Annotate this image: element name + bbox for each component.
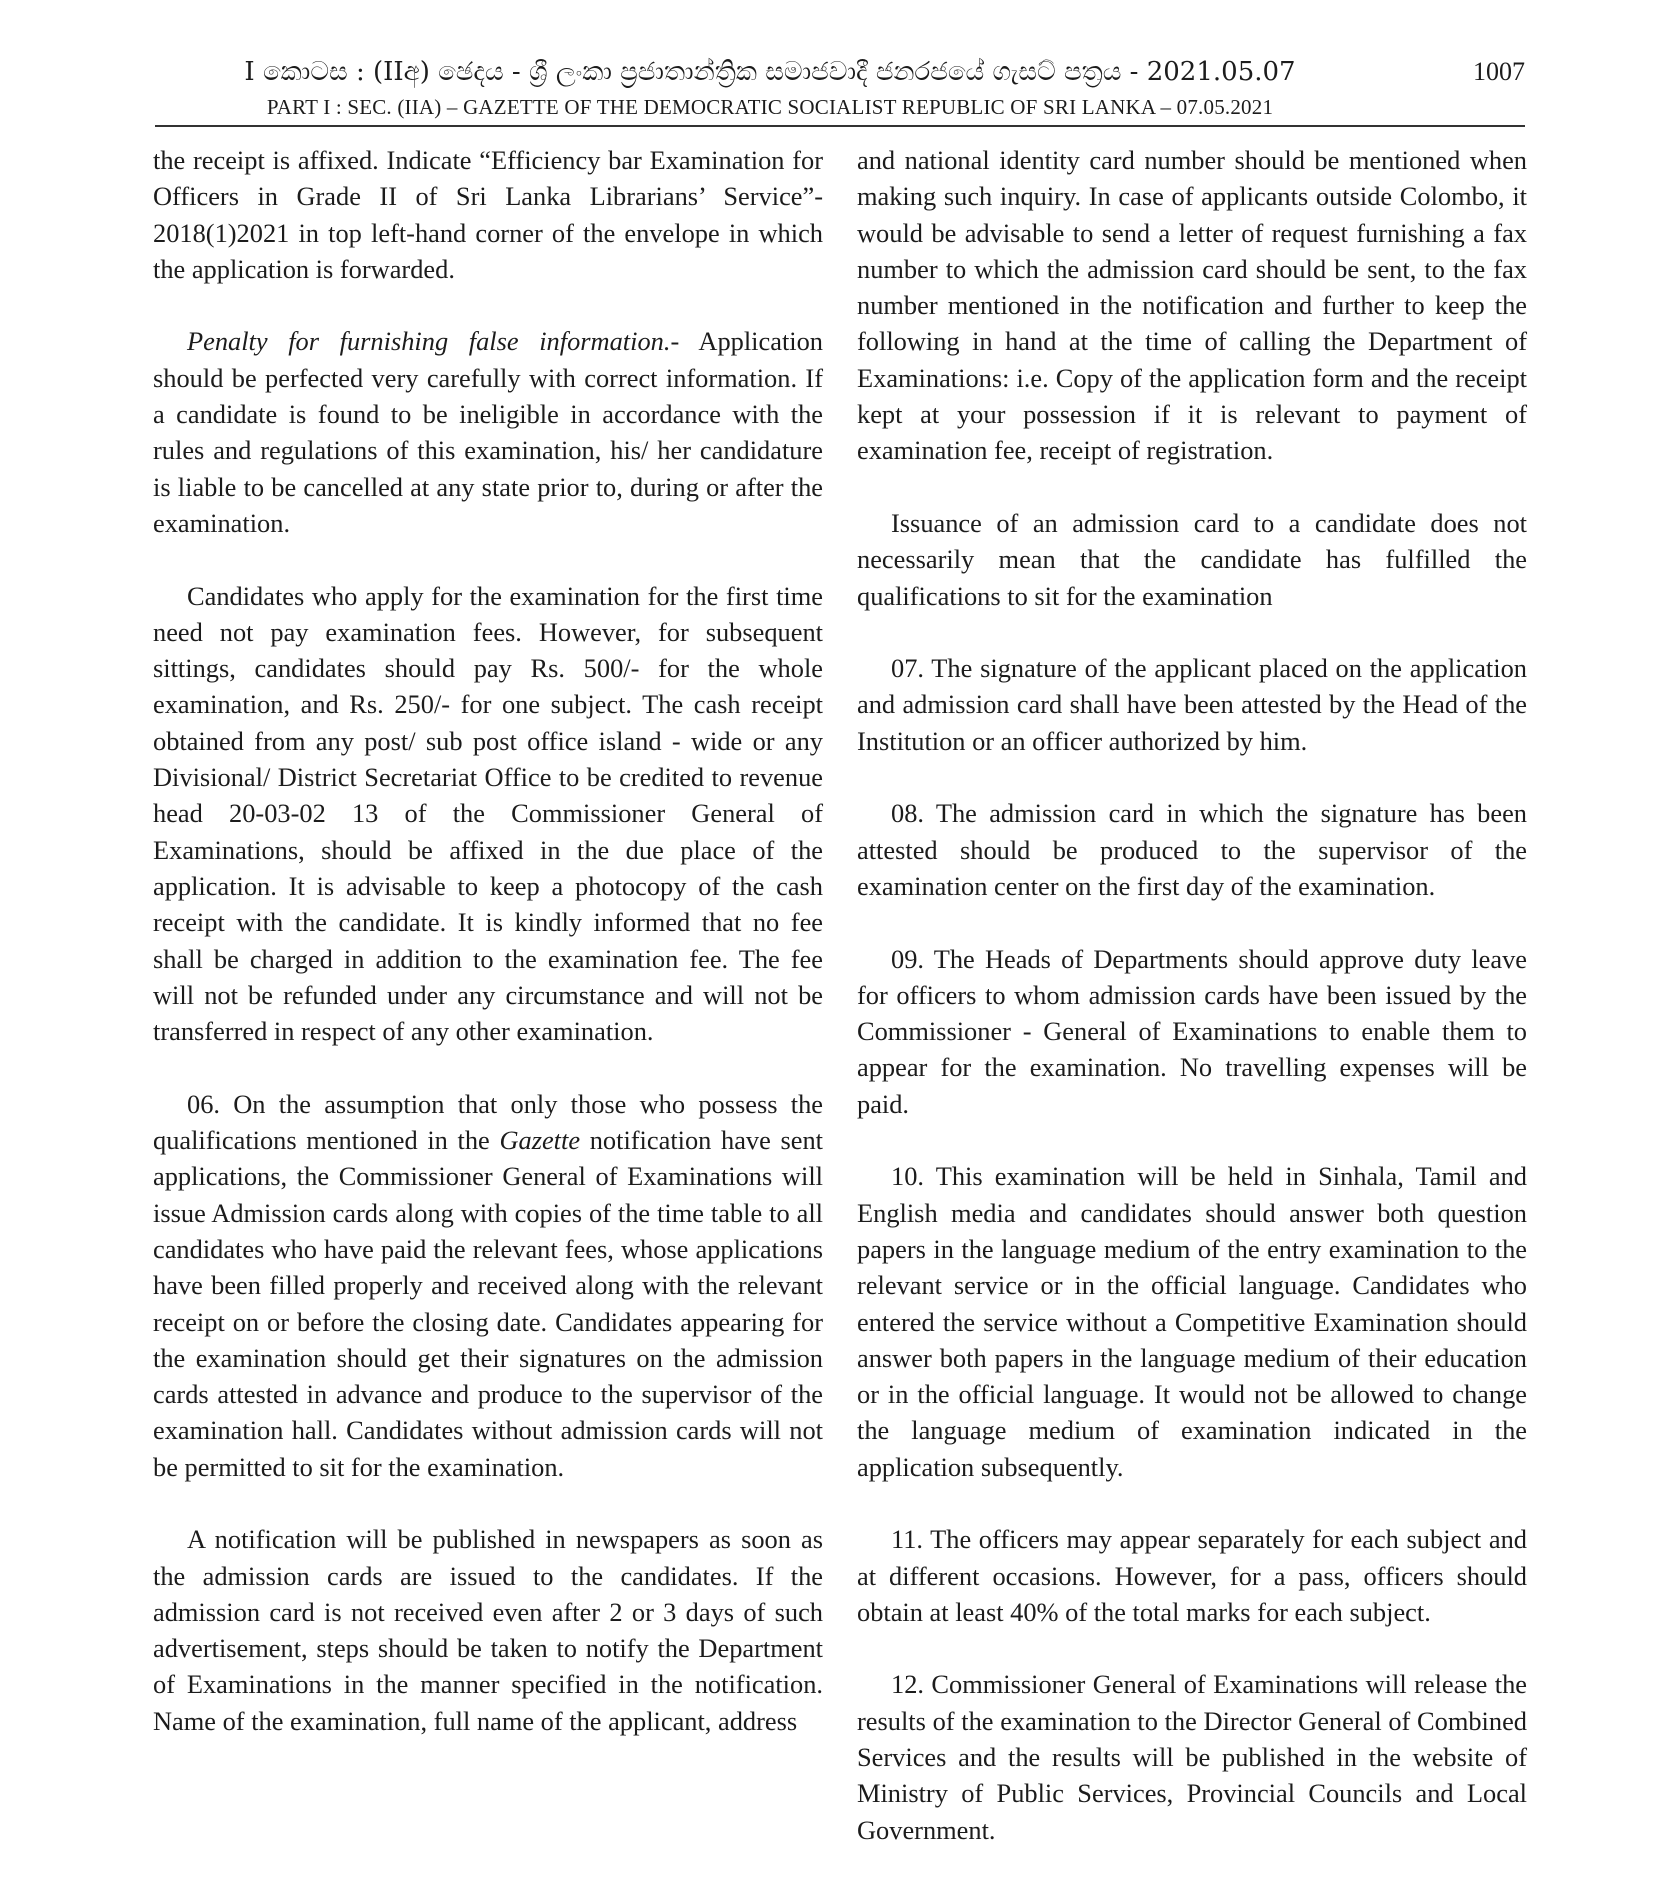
right-paragraph-08: 08. The admission card in which the signature has been attested should be produced to the supervisor of the examination center on the first day of the examination. <box>857 798 1527 901</box>
penalty-heading: Penalty for furnishing false information. <box>187 326 671 357</box>
penalty-body: - Application should be perfected very carefully with correct information. If a candidate is found to be ineligible in accordance with the rules and regulations of this examination, his/ her candidature is liable to be cancelled at any state prior to, during or after the examination. <box>153 326 823 538</box>
right-paragraph-09: 09. The Heads of Departments should approve duty leave for officers to whom admission cards have been issued by the Commissioner - General of Examinations to enable them to appear for the examination. No travelling expenses will be paid. <box>857 943 1527 1119</box>
right-paragraph-11: 11. The officers may appear separately for each subject and at different occasions. However, for a pass, officers should obtain at least 40% of the total marks for each subject. <box>857 1524 1527 1627</box>
para-06-part-b: notification have sent applications, the Commissioner General of Examinations will issue Admission cards along with copies of the time table to all candidates who have paid the relevant fees, whose applications have been filled properly and received along with the relevant receipt on or before the closing date. Candidates appearing for the examination should get their signatures on the admission cards attested in advance and produce to the supervisor of the examination hall. Candidates without admission cards will not be permitted to sit for the examination. <box>153 1125 824 1482</box>
left-paragraph-penalty <box>153 323 823 541</box>
header-divider <box>155 125 1525 127</box>
right-column <box>857 142 1527 1848</box>
right-paragraph-07: 07. The signature of the applicant placed on the application and admission card shall have been attested by the Head of the Institution or an officer authorized by him. <box>857 653 1527 756</box>
right-paragraph-1: and national identity card number should be mentioned when making such inquiry. In case of applicants outside Colombo, it would be advisable to send a letter of request furnishing a fax number to which the admission card should be sent, to the fax number mentioned in the notification and further to keep the following in hand at the time of calling the Department of Examinations: i.e. Copy of the application form and the receipt kept at your possession if it is relevant to payment of examination fee, receipt of registration. <box>857 145 1527 466</box>
right-paragraph-12: 12. Commissioner General of Examinations will release the results of the examination to the Director General of Combined Services and the results will be published in the website of Ministry of Public Services, Provincial Councils and Local Government. <box>857 1669 1527 1845</box>
left-paragraph-1: the receipt is affixed. Indicate “Efficiency bar Examination for Officers in Grade II of Sri Lanka Librarians’ Service”- 2018(1)2021 in top left-hand corner of the envelope in which the application is forwarded. <box>153 145 823 284</box>
para-06-part-a: 06. On the assumption that only those who possess the qualifications mentioned in the <box>153 1088 823 1156</box>
right-paragraph-issuance: Issuance of an admission card to a candidate does not necessarily mean that the candidate has fulfilled the qualifications to sit for the examination <box>857 507 1527 611</box>
page-header <box>155 52 1525 132</box>
left-paragraph-fees: Candidates who apply for the examination for the first time need not pay examination fees. However, for subsequent sittings, candidates should pay Rs. 500/- for the whole examination, and Rs. 250/- for one subject. The cash receipt obtained from any post/ sub post office island - wide or any Divisional/ District Secretariat Office to be credited to revenue head 20-03-02 13 of the Commissioner General of Examinations, should be affixed in the due place of the application. It is advisable to keep a photocopy of the cash receipt with the candidate. It is kindly informed that no fee shall be charged in addition to the examination fee. The fee will not be refunded under any circumstance and will not be transferred in respect of any other examination. <box>153 580 823 1047</box>
header-sinhala-title: I කොටස : (IIඅ) ඡෙදය - ශ්‍රී ලංකා ප්‍රජාතාන්ත්‍රික සමාජවාදී ජනරජයේ ගැසට් පත්‍රය - 2021.05.07 <box>244 57 1296 87</box>
para-06-gazette: Gazette <box>499 1125 581 1156</box>
header-english-title: PART I : SEC. (IIA) – GAZETTE OF THE DEMOCRATIC SOCIALIST REPUBLIC OF SRI LANKA – 07.05.2021 <box>266 95 1274 119</box>
page-number: 1007 <box>1473 57 1525 86</box>
left-paragraph-notification: A notification will be published in newspapers as soon as the admission cards are issued to the candidates. If the admission card is not received even after 2 or 3 days of such advertisement, steps should be taken to notify the Department of Examinations in the manner specified in the notification. Name of the examination, full name of the applicant, address <box>153 1524 823 1736</box>
left-paragraph-06 <box>153 1086 823 1485</box>
left-column <box>153 142 823 1739</box>
right-paragraph-10: 10. This examination will be held in Sinhala, Tamil and English media and candidates should answer both question papers in the language medium of the entry examination to the relevant service or in the official language. Candidates who entered the service without a Competitive Examination should answer both papers in the language medium of their education or in the official language. It would not be allowed to change the language medium of examination indicated in the application subsequently. <box>857 1161 1527 1482</box>
